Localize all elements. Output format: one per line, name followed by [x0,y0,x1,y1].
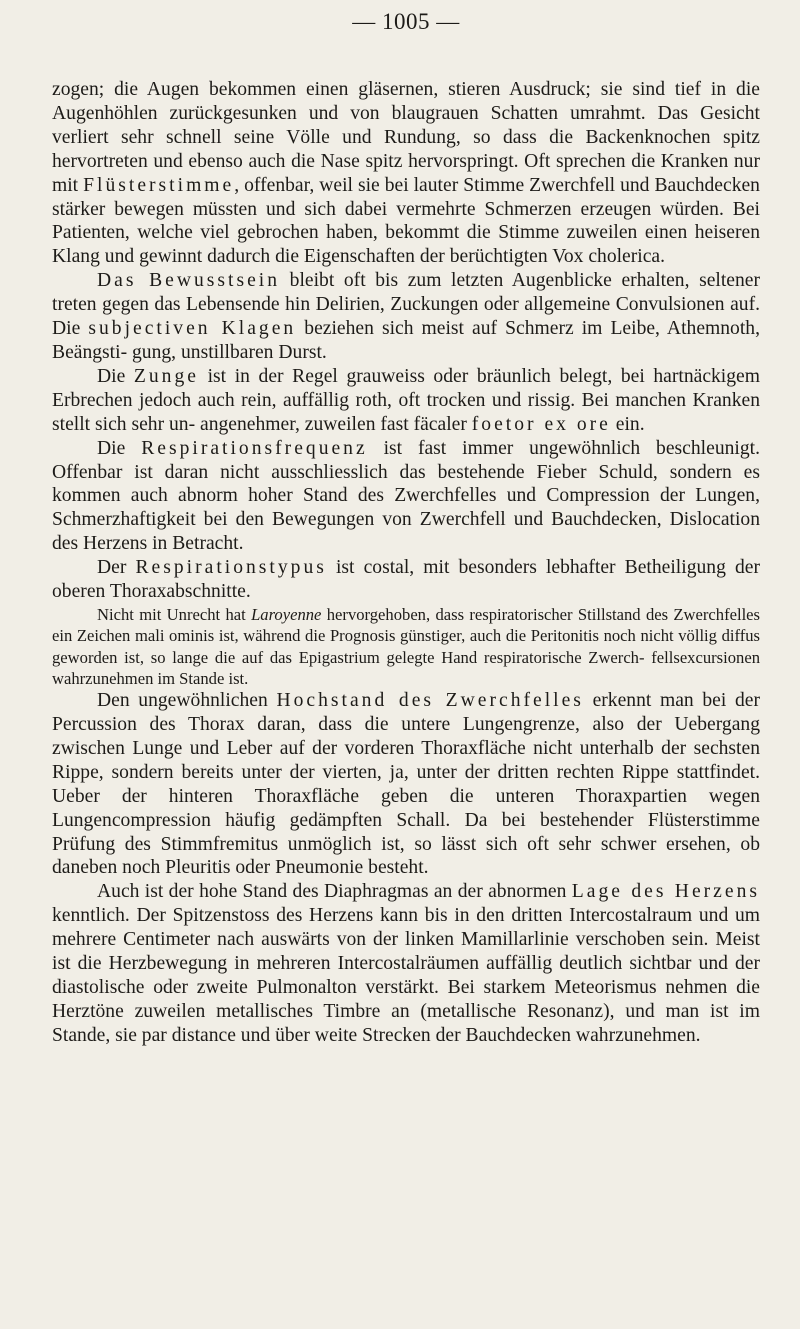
paragraph-5-text-a: Der [97,557,136,579]
emphasis-foetor: foetor ex ore [471,413,611,435]
note-text-b: hervorgehoben, dass respiratorischer Stillstand des Zwerchfelles ein Zeichen mali ominis ist, während die Prognosis günstiger, auch die Peritonitis noch nicht völlig diffus geworden ist, so lange die auf das Epigastrium gelegte Hand respiratorische Zwerch- fellsexcursionen wahrzunehmen im Stande ist. [52,604,760,688]
small-print-note [52,604,760,689]
paragraph-5 [52,556,760,604]
paragraph-4 [52,437,760,557]
paragraph-8-text-b: kenntlich. Der Spitzenstoss des Herzens kann bis in den dritten Intercostalraum und um mehrere Centimeter nach auswärts von der linken Mamillarlinie verschoben sein. Meist ist die Herzbewegung in mehreren Intercostalräumen auffällig deutlich sichtbar und der diastolische oder zweite Pulmonalton verstärkt. Bei starkem Meteorismus nehmen die Herztöne zuweilen metallisches Timbre an (metallische Resonanz), und man ist im Stande, sie par distance und über weite Strecken der Bauchdecken wahrzunehmen. [52,905,760,1046]
paragraph-5-text-b: ist costal, mit besonders lebhafter Betheiligung der oberen Thoraxabschnitte. [52,557,760,603]
paragraph-3 [52,365,760,437]
body-text [52,78,760,1048]
emphasis-respirationstypus: Respirationstypus [135,557,327,579]
emphasis-subjective-klagen: subjectiven Klagen [88,318,297,340]
paragraph-3-text-c: ein. [610,413,645,435]
paragraph-7 [52,689,760,880]
author-laroyenne: Laroyenne [251,604,322,624]
note-text-a: Nicht mit Unrecht hat [97,604,252,624]
page-number: — 1005 — [352,9,460,34]
paragraph-4-text-a: Die [97,437,142,459]
paragraph-7-text-a: Den ungewöhnlichen [97,690,277,712]
paragraph-3-text-b: ist in der Regel grauweiss oder bräunlich belegt, bei hartnäckigem Erbrechen jedoch auch rein, auffällig roth, oft trocken und rissig. Bei manchen Kranken stellt sich sehr un- angenehmer, zuweilen fast fäcaler [52,365,760,435]
paragraph-7-text-b: erkennt man bei der Percussion des Thorax daran, dass die untere Lungengrenze, also der Uebergang zwischen Lunge und Leber auf der vorderen Thoraxfläche nicht unterhalb der sechsten Rippe, sondern bereits unter der vierten, ja, unter der dritten rechten Rippe stattfindet. Ueber der hinteren Thoraxfläche geben die unteren Thoraxpartien wegen Lungencompression häufig gedämpften Schall. Da bei bestehender Flüsterstimme Prüfung des Stimmfremitus unmöglich ist, so lässt sich oft sehr schwer ersehen, ob daneben noch Pleuritis oder Pneumonie besteht. [52,690,760,879]
emphasis-hochstand: Hochstand des Zwerchfelles [276,690,584,712]
emphasis-zunge: Zunge [133,365,199,387]
paragraph-1-tail: , offenbar, weil sie bei lauter Stimme Zwerchfell und Bauchdecken stärker bewegen müssten und sich dabei vermehrte Schmerzen erzeugen würden. Bei Patienten, welche viel gebrochen haben, bekommt die Stimme zuweilen einen heiseren Klang und gewinnt dadurch die Eigenschaften der berüchtigten Vox cholerica. [52,174,760,268]
paragraph-1-text: zogen; die Augen bekommen einen gläsernen, stieren Ausdruck; sie sind tief in die Augenhöhlen zurückgesunken und von blaugrauen Schatten umrahmt. Das Gesicht verliert sehr schnell seine Völle und Rundung, so dass die Backenknochen spitz hervortreten und ebenso auch die Nase spitz hervorspringt. Oft sprechen die Kranken nur mit [52,79,760,196]
emphasis-fluesterstimme: Flüsterstimme [83,174,235,196]
paragraph-8-text-a: Auch ist der hohe Stand des Diaphragmas an der abnormen [97,881,572,903]
paragraph-2-text-a: bleibt oft bis zum letzten Augenblicke erhalten, seltener treten gegen das Lebensende hin Delirien, Zuckungen oder allgemeine Convulsionen auf. Die [52,270,760,340]
emphasis-lage-des-herzens: Lage des Herzens [571,881,760,903]
paragraph-2 [52,269,760,365]
paragraph-1 [52,78,760,269]
emphasis-bewusstsein: Das Bewusstsein [97,270,281,292]
paragraph-3-text-a: Die [97,365,134,387]
emphasis-respirationsfrequenz: Respirationsfrequenz [141,437,368,459]
paragraph-2-text-b: beziehen sich meist auf Schmerz im Leibe, Athemnoth, Beängsti- gung, unstillbaren Durst. [52,318,760,363]
paragraph-4-text-b: ist fast immer ungewöhnlich beschleunigt. Offenbar ist daran nicht ausschliesslich das bestehende Fieber Schuld, sondern es kommen auch abnorm hoher Stand des Zwerchfelles und Compression der Lungen, Schmerzhaftigkeit bei den Bewegungen von Zwerchfell und Bauchdecken, Dislocation des Herzens in Betracht. [52,437,760,555]
paragraph-8 [52,880,760,1047]
